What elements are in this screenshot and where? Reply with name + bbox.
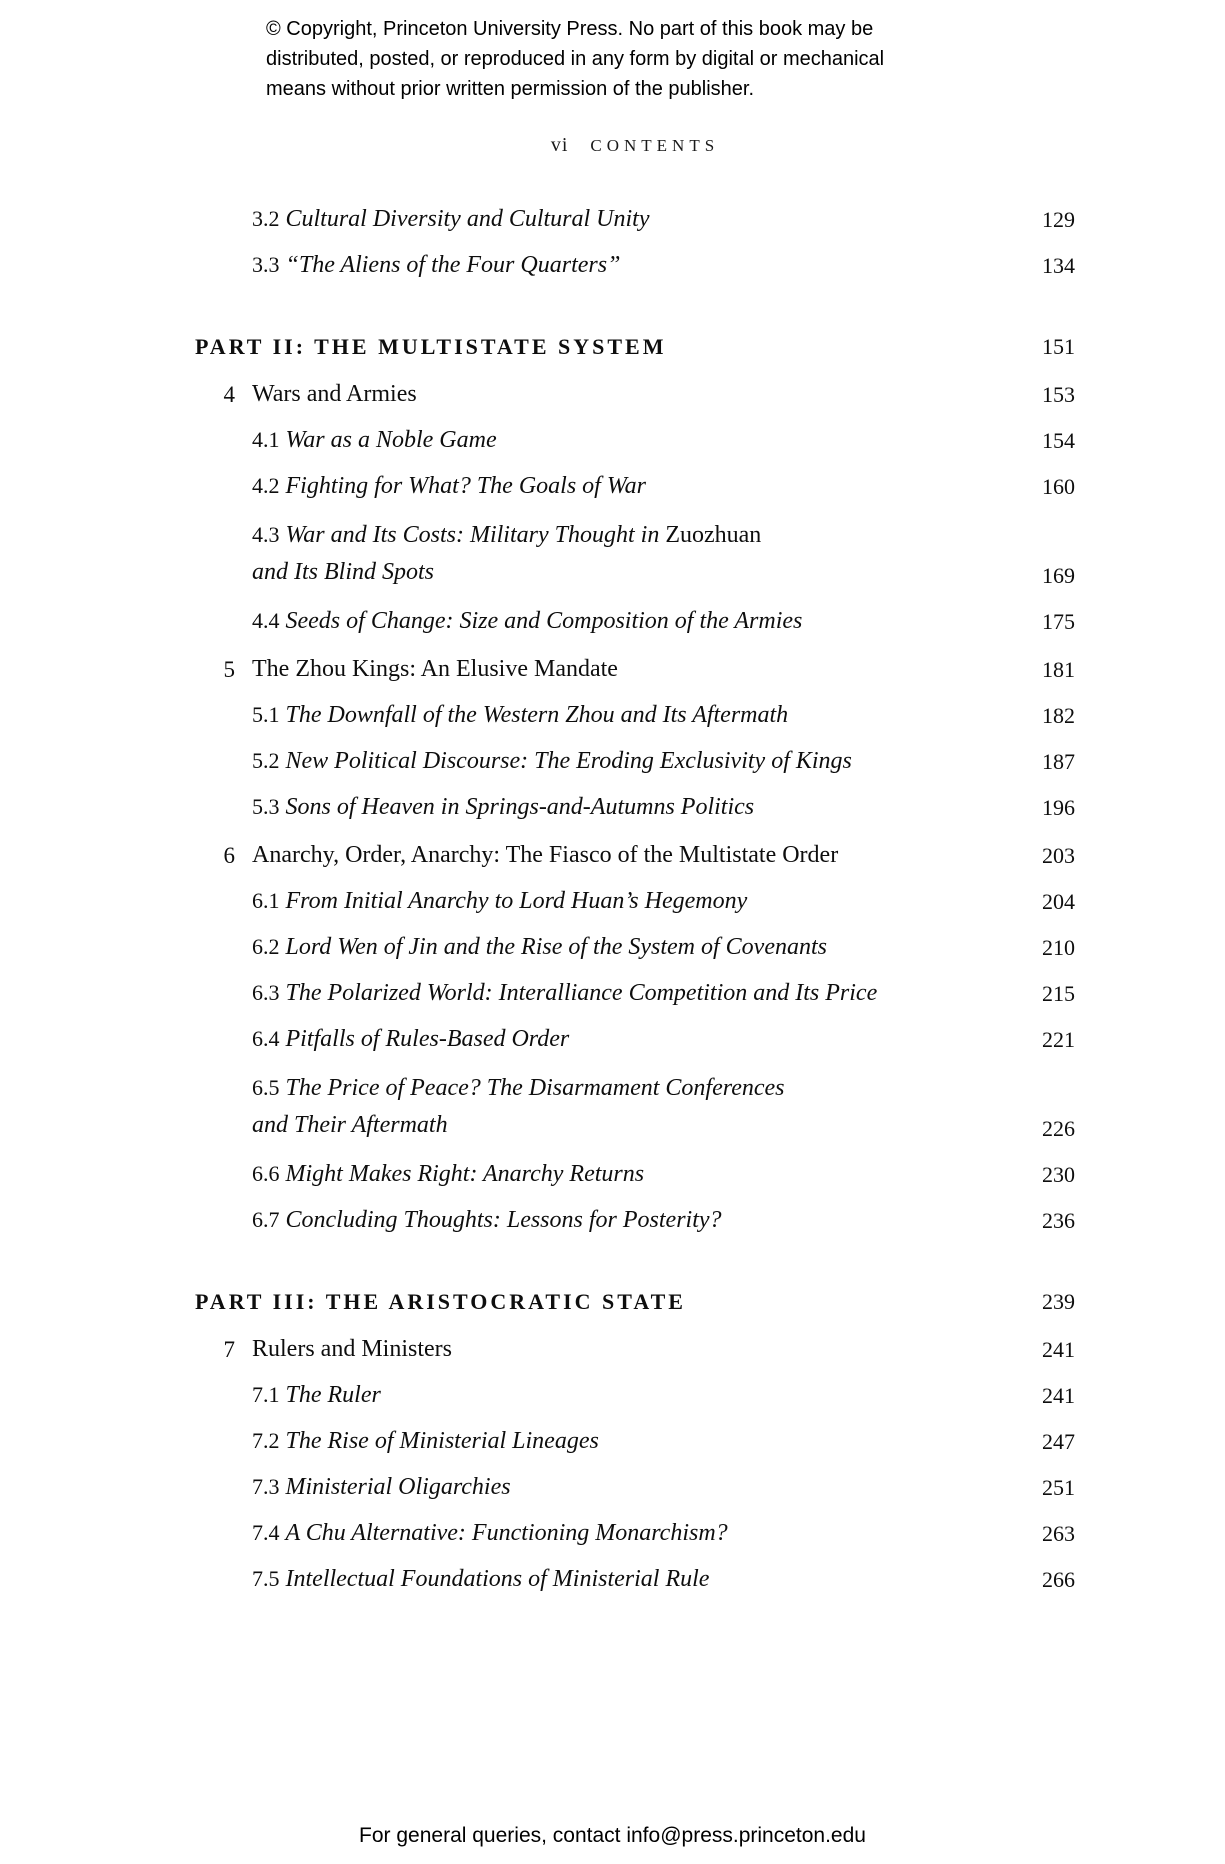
toc-page-number: 236 (1042, 1208, 1075, 1233)
section-number: 6.6 (252, 1161, 280, 1186)
toc-page-number: 134 (1042, 253, 1075, 278)
toc-entry-line: 6.1 From Initial Anarchy to Lord Huan’s Hegemony (252, 888, 748, 914)
part-heading: PART II: THE MULTISTATE SYSTEM (195, 334, 667, 359)
toc-entry-title (252, 654, 1030, 685)
toc-row (195, 203, 1075, 235)
toc-entry-title (252, 1334, 1030, 1365)
section-number: 4.4 (252, 608, 280, 633)
toc-page-number: 215 (1042, 981, 1075, 1006)
toc-entry-title (195, 1286, 1030, 1317)
toc-page-number: 182 (1042, 703, 1075, 728)
toc-entry-title (195, 1379, 1030, 1411)
toc-row (195, 1425, 1075, 1457)
toc-entry-title (195, 424, 1030, 456)
copyright-line: means without prior written permission of the publisher. (266, 78, 755, 100)
toc-entry-line: 4.4 Seeds of Change: Size and Composition of the Armies (252, 608, 803, 634)
toc-page-number: 266 (1042, 1567, 1075, 1592)
chapter-number: 6 (223, 843, 235, 868)
toc-entry-title (195, 791, 1030, 823)
toc-page-number: 129 (1042, 207, 1075, 232)
toc-row (195, 840, 1075, 871)
toc-row (195, 885, 1075, 917)
toc-entry-title (252, 379, 1030, 410)
toc-row (195, 424, 1075, 456)
toc-page-number: 210 (1042, 935, 1075, 960)
section-number: 3.3 (252, 252, 280, 277)
toc-page-number: 181 (1042, 657, 1075, 682)
toc-row (195, 516, 1075, 591)
toc-row (195, 931, 1075, 963)
toc-list (195, 203, 1075, 1595)
toc-page-number: 151 (1042, 334, 1075, 359)
toc-entry-line: 7.2 The Rise of Ministerial Lineages (252, 1428, 599, 1454)
toc-entry-title (195, 605, 1030, 637)
copyright-line: © Copyright, Princeton University Press. No part of this book may be (266, 18, 874, 40)
toc-entry-title (195, 931, 1030, 963)
toc-page-number: 263 (1042, 1521, 1075, 1546)
toc-page-number: 169 (1042, 563, 1075, 588)
toc-page-number: 175 (1042, 609, 1075, 634)
section-number: 7.2 (252, 1428, 280, 1453)
toc-page-number: 203 (1042, 843, 1075, 868)
copyright-notice (266, 14, 1225, 104)
toc-entry-title (195, 1069, 1030, 1144)
toc-page-number: 247 (1042, 1429, 1075, 1454)
toc-entry-line: 5.3 Sons of Heaven in Springs-and-Autumns Politics (252, 794, 755, 820)
section-number: 6.1 (252, 888, 280, 913)
toc-entry-line: and Their Aftermath (252, 1112, 448, 1138)
toc-entry-line: 7.4 A Chu Alternative: Functioning Monarchism? (252, 1520, 728, 1546)
toc-entry-title (195, 203, 1030, 235)
toc-page-number: 241 (1042, 1383, 1075, 1408)
section-number: 6.2 (252, 934, 280, 959)
toc-entry-title (195, 1471, 1030, 1503)
part-heading: PART III: THE ARISTOCRATIC STATE (195, 1289, 686, 1314)
chapter-number: 5 (223, 657, 235, 682)
toc-entry-title (195, 516, 1030, 591)
toc-row (195, 1069, 1075, 1144)
toc-row (195, 1379, 1075, 1411)
section-number: 5.2 (252, 748, 280, 773)
footer-queries-note: For general queries, contact info@press.princeton.edu (359, 1824, 866, 1847)
toc-entry-line: 6.4 Pitfalls of Rules-Based Order (252, 1026, 570, 1052)
toc-page-number: 153 (1042, 382, 1075, 407)
section-number: 4.1 (252, 427, 280, 452)
toc-entry-title (195, 885, 1030, 917)
toc-row (195, 654, 1075, 685)
toc-row (195, 1286, 1075, 1317)
toc-row (195, 1334, 1075, 1365)
toc-entry-line: 6.5 The Price of Peace? The Disarmament Conferences (252, 1075, 785, 1101)
toc-row (195, 1023, 1075, 1055)
toc-page-number: 221 (1042, 1027, 1075, 1052)
toc-page-number: 226 (1042, 1116, 1075, 1141)
section-number: 4.2 (252, 473, 280, 498)
chapter-number: 7 (223, 1337, 235, 1362)
toc-entry-line: 4.1 War as a Noble Game (252, 427, 497, 453)
toc-entry-line: 7.5 Intellectual Foundations of Ministerial Rule (252, 1566, 710, 1592)
toc-row (195, 791, 1075, 823)
toc-entry-title (195, 249, 1030, 281)
toc-page-number: 196 (1042, 795, 1075, 820)
toc-entry-line: Anarchy, Order, Anarchy: The Fiasco of the Multistate Order (252, 842, 839, 868)
toc-row (195, 1517, 1075, 1549)
toc-row (195, 1204, 1075, 1236)
toc-entry-line: and Its Blind Spots (252, 559, 435, 585)
toc-row (195, 1563, 1075, 1595)
toc-row (195, 1158, 1075, 1190)
toc-page-number: 187 (1042, 749, 1075, 774)
toc-entry-title (195, 1023, 1030, 1055)
toc-entry-line: 4.3 War and Its Costs: Military Thought in Zuozhuan (252, 522, 762, 548)
toc-row (195, 745, 1075, 777)
toc-row (195, 605, 1075, 637)
toc-page-number: 239 (1042, 1289, 1075, 1314)
section-number: 6.4 (252, 1026, 280, 1051)
toc-page-number: 241 (1042, 1337, 1075, 1362)
toc-entry-title (195, 699, 1030, 731)
section-number: 7.1 (252, 1382, 280, 1407)
toc-entry-title (195, 1204, 1030, 1236)
section-number: 6.5 (252, 1075, 280, 1100)
section-number: 5.1 (252, 702, 280, 727)
toc-entry-title (252, 840, 1030, 871)
toc-page-number: 154 (1042, 428, 1075, 453)
toc-page-number: 251 (1042, 1475, 1075, 1500)
toc-entry-line: 4.2 Fighting for What? The Goals of War (252, 473, 646, 499)
toc-entry-title (195, 977, 1030, 1009)
copyright-line: distributed, posted, or reproduced in any form by digital or mechanical (266, 48, 885, 70)
toc-row (195, 977, 1075, 1009)
section-number: 5.3 (252, 794, 280, 819)
toc-page-number: 230 (1042, 1162, 1075, 1187)
toc-entry-title (195, 1563, 1030, 1595)
page-folio: vi (550, 134, 569, 156)
toc-row (195, 470, 1075, 502)
toc-entry-title (195, 331, 1030, 362)
toc-entry-line: 6.2 Lord Wen of Jin and the Rise of the System of Covenants (252, 934, 827, 960)
toc-entry-line: 6.6 Might Makes Right: Anarchy Returns (252, 1161, 645, 1187)
toc-entry-line: 7.1 The Ruler (252, 1382, 381, 1408)
chapter-number: 4 (223, 382, 235, 407)
section-number: 7.5 (252, 1566, 280, 1591)
toc-entry-title (195, 1425, 1030, 1457)
toc-entry-line: The Zhou Kings: An Elusive Mandate (252, 656, 618, 682)
toc-row (195, 249, 1075, 281)
toc-entry-title (195, 745, 1030, 777)
toc-entry-title (195, 1158, 1030, 1190)
toc-row (195, 699, 1075, 731)
toc-page-number: 204 (1042, 889, 1075, 914)
toc-entry-line: 3.3 “The Aliens of the Four Quarters” (252, 252, 621, 278)
toc-entry-line: 5.2 New Political Discourse: The Eroding Exclusivity of Kings (252, 748, 852, 774)
section-number: 3.2 (252, 206, 280, 231)
toc-entry-line: Wars and Armies (252, 381, 417, 407)
toc-entry-title (195, 1517, 1030, 1549)
toc-entry-line: 5.1 The Downfall of the Western Zhou and Its Aftermath (252, 702, 789, 728)
section-number: 4.3 (252, 522, 280, 547)
toc-entry-line: 7.3 Ministerial Oligarchies (252, 1474, 511, 1500)
toc-row (195, 1471, 1075, 1503)
toc-entry-line: 6.7 Concluding Thoughts: Lessons for Posterity? (252, 1207, 722, 1233)
toc-entry-line: Rulers and Ministers (252, 1336, 452, 1362)
toc-entry-line: 3.2 Cultural Diversity and Cultural Unity (252, 206, 650, 232)
toc-row (195, 379, 1075, 410)
toc-entry-line: 6.3 The Polarized World: Interalliance Competition and Its Price (252, 980, 878, 1006)
toc-entry-title (195, 470, 1030, 502)
section-number: 6.7 (252, 1207, 280, 1232)
section-number: 6.3 (252, 980, 280, 1005)
toc-page-number: 160 (1042, 474, 1075, 499)
running-head (195, 134, 1075, 157)
contents-heading: CONTENTS (590, 136, 720, 155)
section-number: 7.3 (252, 1474, 280, 1499)
toc-row (195, 331, 1075, 362)
section-number: 7.4 (252, 1520, 280, 1545)
